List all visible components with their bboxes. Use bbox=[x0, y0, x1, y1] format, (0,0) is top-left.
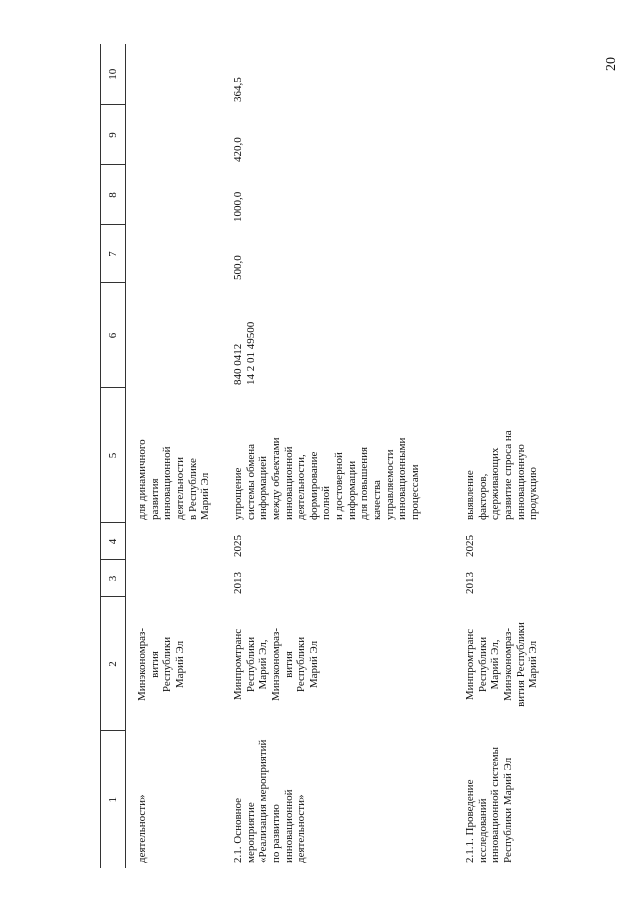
cell-value bbox=[126, 44, 225, 105]
cell-result: для динамичного развития инновационной деятельности в Республике Марий Эл bbox=[136, 439, 212, 520]
column-header: 7 bbox=[101, 225, 126, 283]
column-header: 5 bbox=[101, 388, 126, 523]
column-header: 3 bbox=[101, 560, 126, 597]
cell-end-year: 2025 bbox=[464, 535, 476, 557]
cell-value bbox=[126, 165, 225, 225]
cell-start-year: 2013 bbox=[464, 572, 476, 594]
cell-name: деятельности» bbox=[136, 794, 148, 863]
cell-value: 364,5 bbox=[232, 77, 244, 102]
table-row bbox=[224, 44, 456, 868]
cell-value bbox=[126, 105, 225, 165]
cell-value bbox=[456, 44, 574, 105]
program-table bbox=[100, 44, 574, 868]
page-number: 20 bbox=[604, 57, 619, 71]
cell-value bbox=[456, 105, 574, 165]
cell-start-year: 2013 bbox=[232, 572, 244, 594]
cell-result: упрощение системы обмена информацией между объектами инновационной деятельности, формирование полной и достоверной информации для повышения качества управляемости инновационными процессами bbox=[232, 437, 421, 520]
column-header: 10 bbox=[101, 44, 126, 105]
cell-value bbox=[456, 225, 574, 283]
cell-code bbox=[126, 283, 225, 388]
cell-end-year bbox=[126, 523, 225, 560]
cell-executor: Минпромтранс Республики Марий Эл, Минэкономраз- вития Республики Марий Эл bbox=[232, 627, 320, 702]
header-row bbox=[101, 44, 126, 868]
cell-executor: Минэкономраз- вития Республики Марий Эл bbox=[136, 627, 186, 702]
column-header: 4 bbox=[101, 523, 126, 560]
cell-value: 420,0 bbox=[232, 137, 244, 162]
cell-value: 1000,0 bbox=[232, 191, 244, 222]
table-row bbox=[456, 44, 574, 868]
cell-result: выявление факторов, сдерживающих развитие спроса на инновационную продукцию bbox=[464, 430, 540, 520]
cell-value bbox=[126, 225, 225, 283]
column-header: 2 bbox=[101, 597, 126, 731]
cell-code: 840 0412 14 2 01 49500 bbox=[232, 321, 257, 385]
column-header: 8 bbox=[101, 165, 126, 225]
table-row bbox=[126, 44, 225, 868]
cell-name: 2.1.1. Проведение исследований инновационной системы Республики Марий Эл bbox=[464, 747, 514, 863]
cell-value: 500,0 bbox=[232, 255, 244, 280]
cell-code bbox=[456, 283, 574, 388]
rotated-table-container bbox=[100, 44, 553, 868]
cell-end-year: 2025 bbox=[232, 535, 244, 557]
column-header: 6 bbox=[101, 283, 126, 388]
cell-value bbox=[456, 165, 574, 225]
cell-executor: Минпромтранс Республики Марий Эл, Минэкономраз- вития Республики Марий Эл bbox=[464, 622, 540, 707]
cell-start-year bbox=[126, 560, 225, 597]
column-header: 9 bbox=[101, 105, 126, 165]
cell-name: 2.1. Основное мероприятие «Реализация мероприятий по развитию инновационной деятельности» bbox=[232, 739, 308, 863]
column-header: 1 bbox=[101, 731, 126, 868]
